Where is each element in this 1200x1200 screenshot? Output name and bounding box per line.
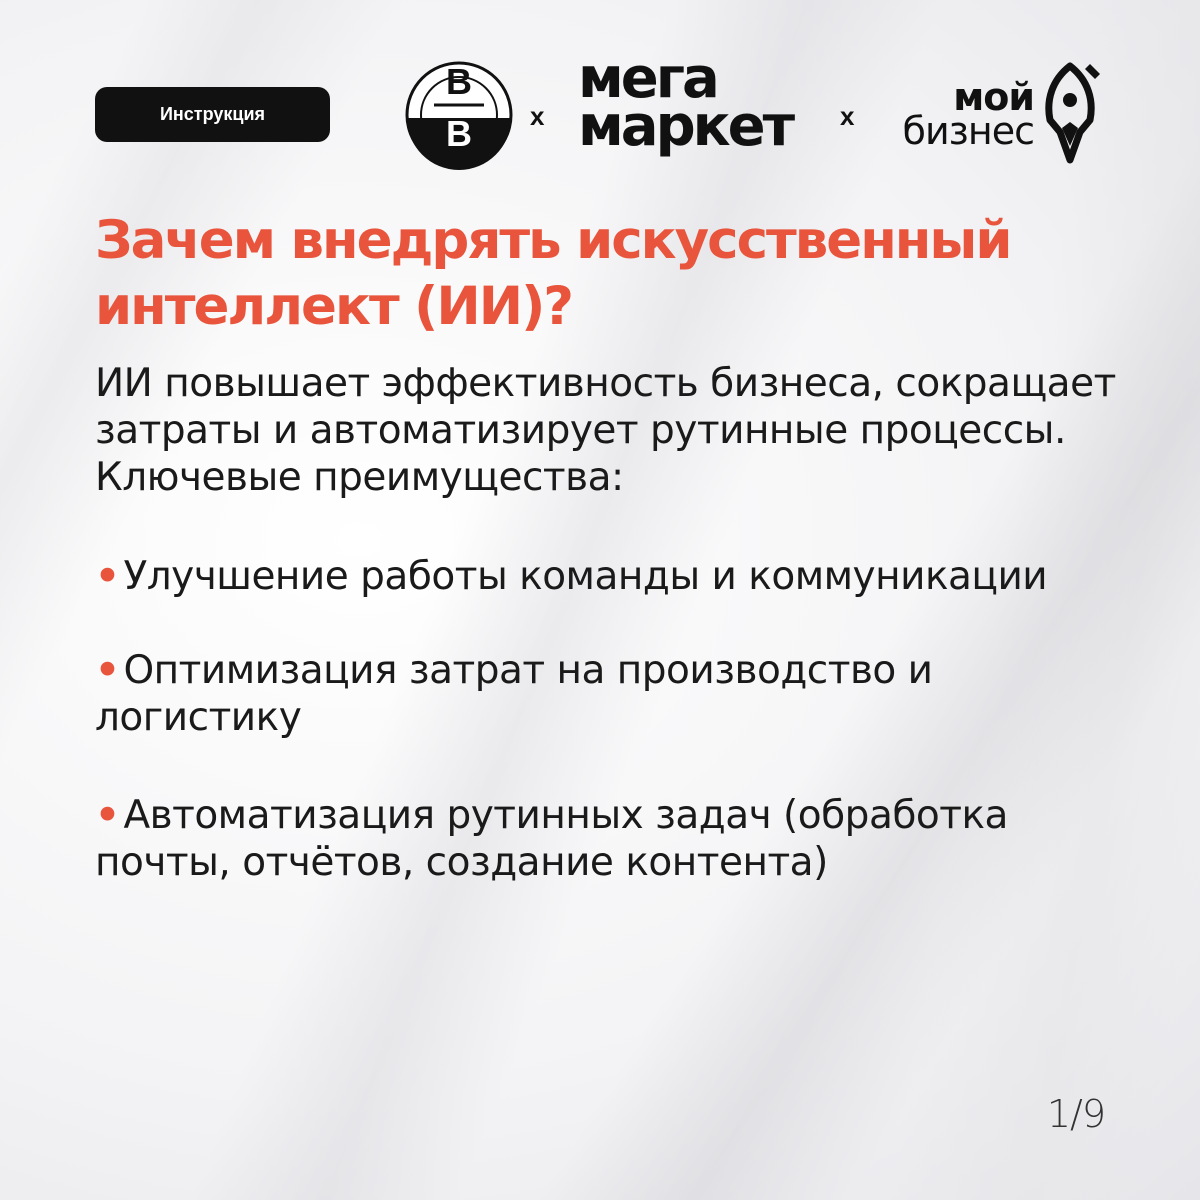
bullet-marker: • xyxy=(95,648,120,693)
logo-separator: x xyxy=(840,101,855,131)
page-indicator: 1/9 xyxy=(1046,1092,1105,1136)
category-badge: Инструкция xyxy=(95,87,330,142)
page-title: Зачем внедрять искусственный интеллект (ИИ)? xyxy=(95,210,1011,337)
megamarket-logo xyxy=(578,46,828,159)
logo-separator: x xyxy=(530,101,545,131)
megamarket-logo-line2: маркет xyxy=(578,93,793,159)
list-item-text: Оптимизация затрат на производство и логистику xyxy=(95,648,933,740)
list-item xyxy=(95,647,1125,741)
bullet-marker: • xyxy=(95,554,120,599)
svg-text:B: B xyxy=(446,113,472,154)
rocket-pin-icon xyxy=(1042,60,1107,165)
list-item-text: Улучшение работы команды и коммуникации xyxy=(123,554,1048,599)
moy-biznes-logo xyxy=(874,75,1034,154)
moy-biznes-logo-line2: бизнес xyxy=(902,109,1034,154)
list-item xyxy=(95,792,1125,886)
megamarket-logo-line1: мега xyxy=(578,46,717,111)
list-item xyxy=(95,553,1125,600)
moy-biznes-logo-line1: мой xyxy=(953,75,1034,119)
list-item-text: Автоматизация рутинных задач (обработка почты, отчётов, создание контента) xyxy=(95,793,1008,885)
svg-text:B: B xyxy=(446,61,472,102)
brendoss-logo-icon xyxy=(404,60,514,170)
intro-paragraph: ИИ повышает эффективность бизнеса, сокращает затраты и автоматизирует рутинные процессы. Ключевые преимущества: xyxy=(95,361,1116,500)
bullet-marker: • xyxy=(95,793,120,838)
